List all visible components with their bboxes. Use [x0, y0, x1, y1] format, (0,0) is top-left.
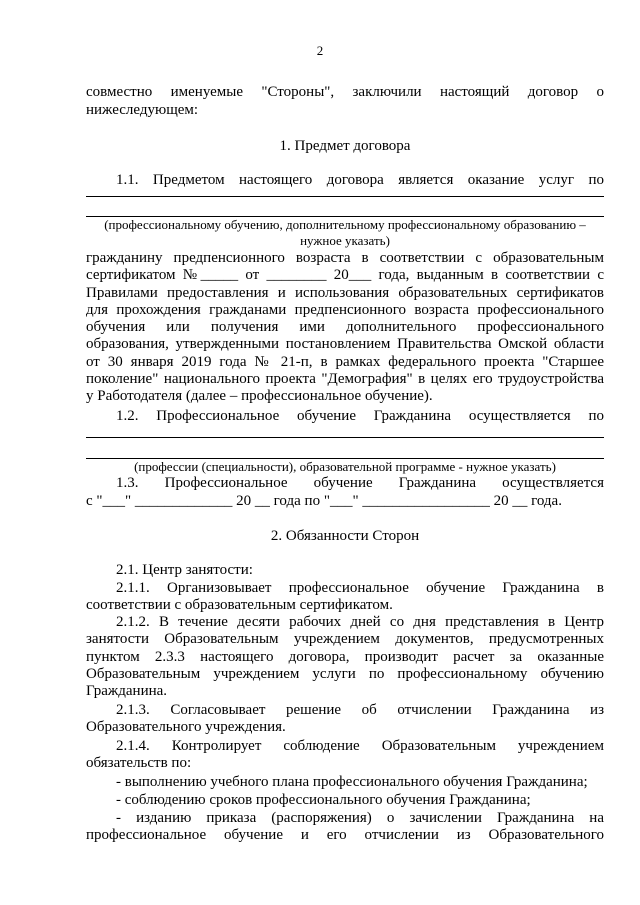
text-line: Гражданина. [86, 683, 168, 699]
caption-services [86, 217, 604, 250]
text-line: занятости Образовательным учреждением документов, предусмотренных [86, 631, 604, 648]
text-line: для прохождения гражданами предпенсионного возраста профессионального [86, 301, 604, 318]
clause-2-1-4 [86, 738, 604, 773]
clause-1-2-line-1: 1.2. Профессиональное обучение Гражданина осуществляется по [116, 408, 604, 424]
text-line: Правилами предоставления и использования образовательных сертификатов [86, 284, 604, 301]
section-1-title: 1. Предмет договора [279, 138, 411, 154]
caption-services-line-2: нужное указать) [300, 233, 390, 249]
clause-2-1-2 [86, 614, 604, 700]
caption-profession: (профессии (специальности), образовательной программе - нужное указать) [134, 459, 556, 474]
text-line: обучения или получения ими дополнительного профессионального [86, 319, 604, 335]
text-line: гражданину предпенсионного возраста в соответствии с образовательным [86, 250, 604, 266]
text-line: Образовательным учреждением услуги по профессиональному обучению [86, 665, 604, 682]
clause-2-1: 2.1. Центр занятости: [116, 562, 253, 578]
text-line: пунктом 2.3.3 настоящего договора, производит расчет за оказанные [86, 648, 604, 665]
text-line: - изданию приказа (распоряжения) о зачислении Гражданина на [116, 810, 604, 826]
clause-2-1-3 [86, 702, 604, 737]
text-line: от 30 января 2019 года № 21-п, в рамках федерального проекта "Старшее [86, 353, 604, 370]
bullet-item: - соблюдению сроков профессионального обучения Гражданина; [116, 792, 531, 808]
intro-line-1: совместно именуемые "Стороны", заключили настоящий договор о [86, 84, 604, 100]
clause-1-3-line-1: 1.3. Профессиональное обучение Гражданина осуществляется [116, 475, 604, 491]
page-number: 2 [316, 43, 324, 58]
text-line: Образовательного учреждения. [86, 719, 286, 736]
text-line: поколение" национального проекта "Демография" в целях его трудоустройства [86, 370, 604, 387]
text-line: профессиональное обучение и его отчислении из Образовательного [86, 827, 604, 844]
text-line: обязательств по: [86, 755, 192, 772]
text-line: сертификатом №_____ от ________ 20___ года, выданным в соответствии с [86, 267, 604, 284]
caption-services-line-1: (профессиональному обучению, дополнительному профессиональному образованию – [104, 217, 586, 232]
text-line: 2.1.1. Организовывает профессиональное обучение Гражданина в [116, 580, 604, 596]
text-line: 2.1.4. Контролирует соблюдение Образовательным учреждением [116, 738, 604, 754]
clause-2-1-1 [86, 580, 604, 615]
clause-1-3-line-2: с "___" _____________ 20 __ года по "___" _________________ 20 __ года. [86, 493, 562, 509]
fill-line [86, 196, 604, 197]
text-line: у Работодателя (далее – профессиональное обучение). [86, 388, 433, 404]
text-line: 2.1.2. В течение десяти рабочих дней со дня представления в Центр [116, 614, 604, 630]
clause-1-1-body [86, 250, 604, 405]
text-line: соответствии с образовательным сертификатом. [86, 597, 393, 614]
intro-line-2: нижеследующем: [86, 102, 199, 118]
fill-line [86, 437, 604, 438]
section-2-title: 2. Обязанности Сторон [270, 528, 420, 544]
text-line: образования, утвержденными постановлением Правительства Омской области [86, 336, 604, 353]
bullet-item: - выполнению учебного плана профессионального обучения Гражданина; [116, 774, 588, 790]
bullet-item-last [86, 810, 604, 845]
clause-1-1-line-1: 1.1. Предметом настоящего договора является оказание услуг по [116, 172, 604, 188]
text-line: 2.1.3. Согласовывает решение об отчислении Гражданина из [116, 702, 604, 718]
